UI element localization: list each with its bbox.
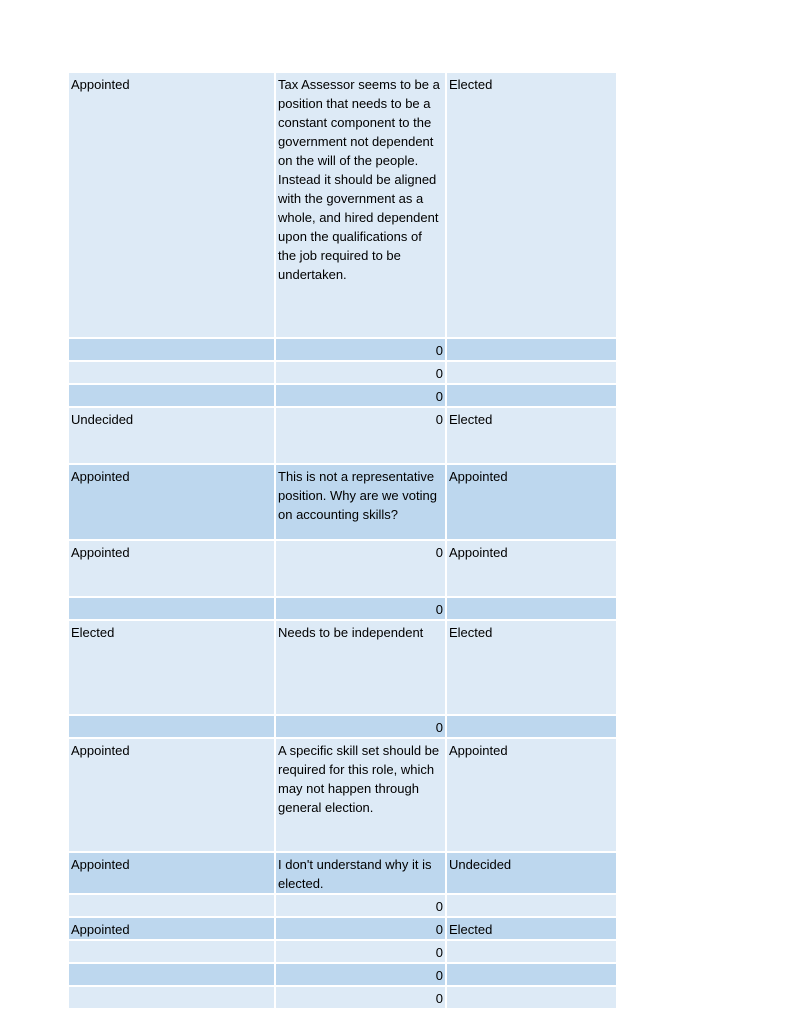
comment-cell: 0 [275, 894, 446, 917]
survey-response-table [67, 71, 618, 1010]
comment-cell: 0 [275, 986, 446, 1009]
comment-cell: 0 [275, 540, 446, 597]
table-row [68, 361, 617, 384]
comment-cell: 0 [275, 963, 446, 986]
opinion-cell: Appointed [68, 72, 275, 338]
preference-cell: Elected [446, 620, 617, 715]
comment-cell: Tax Assessor seems to be a position that needs to be a constant component to the government not dependent on the will of the people. Instead it should be aligned with the government as a whole, and hired dependent upon the qualifications of the job required to be undertaken. [275, 72, 446, 338]
opinion-cell [68, 894, 275, 917]
table-row [68, 338, 617, 361]
preference-cell: Elected [446, 407, 617, 464]
preference-cell: Appointed [446, 464, 617, 540]
table-row [68, 384, 617, 407]
opinion-cell: Appointed [68, 917, 275, 940]
comment-cell: 0 [275, 597, 446, 620]
table-row [68, 852, 617, 894]
comment-cell: This is not a representative position. Why are we voting on accounting skills? [275, 464, 446, 540]
table-row [68, 597, 617, 620]
table-row [68, 738, 617, 852]
preference-cell [446, 338, 617, 361]
preference-cell [446, 715, 617, 738]
table-row [68, 917, 617, 940]
preference-cell: Elected [446, 917, 617, 940]
opinion-cell [68, 384, 275, 407]
preference-cell [446, 894, 617, 917]
opinion-cell [68, 361, 275, 384]
table-row [68, 940, 617, 963]
opinion-cell: Appointed [68, 852, 275, 894]
preference-cell [446, 986, 617, 1009]
comment-cell: 0 [275, 917, 446, 940]
opinion-cell [68, 963, 275, 986]
preference-cell [446, 940, 617, 963]
table-row [68, 464, 617, 540]
preference-cell: Appointed [446, 540, 617, 597]
opinion-cell [68, 940, 275, 963]
comment-cell: I don't understand why it is elected. [275, 852, 446, 894]
table-row [68, 540, 617, 597]
table-row [68, 715, 617, 738]
table-row [68, 72, 617, 338]
preference-cell [446, 361, 617, 384]
preference-cell [446, 384, 617, 407]
table-row [68, 894, 617, 917]
table-row [68, 986, 617, 1009]
comment-cell: 0 [275, 940, 446, 963]
opinion-cell [68, 338, 275, 361]
opinion-cell [68, 715, 275, 738]
comment-cell: 0 [275, 407, 446, 464]
table-row [68, 407, 617, 464]
opinion-cell [68, 597, 275, 620]
preference-cell [446, 597, 617, 620]
opinion-cell: Undecided [68, 407, 275, 464]
comment-cell: 0 [275, 361, 446, 384]
table-row [68, 963, 617, 986]
preference-cell: Elected [446, 72, 617, 338]
preference-cell: Undecided [446, 852, 617, 894]
comment-cell: A specific skill set should be required for this role, which may not happen through general election. [275, 738, 446, 852]
opinion-cell: Elected [68, 620, 275, 715]
preference-cell [446, 963, 617, 986]
opinion-cell: Appointed [68, 738, 275, 852]
opinion-cell [68, 986, 275, 1009]
comment-cell: 0 [275, 384, 446, 407]
opinion-cell: Appointed [68, 540, 275, 597]
table-row [68, 620, 617, 715]
comment-cell: 0 [275, 715, 446, 738]
comment-cell: Needs to be independent [275, 620, 446, 715]
comment-cell: 0 [275, 338, 446, 361]
opinion-cell: Appointed [68, 464, 275, 540]
preference-cell: Appointed [446, 738, 617, 852]
